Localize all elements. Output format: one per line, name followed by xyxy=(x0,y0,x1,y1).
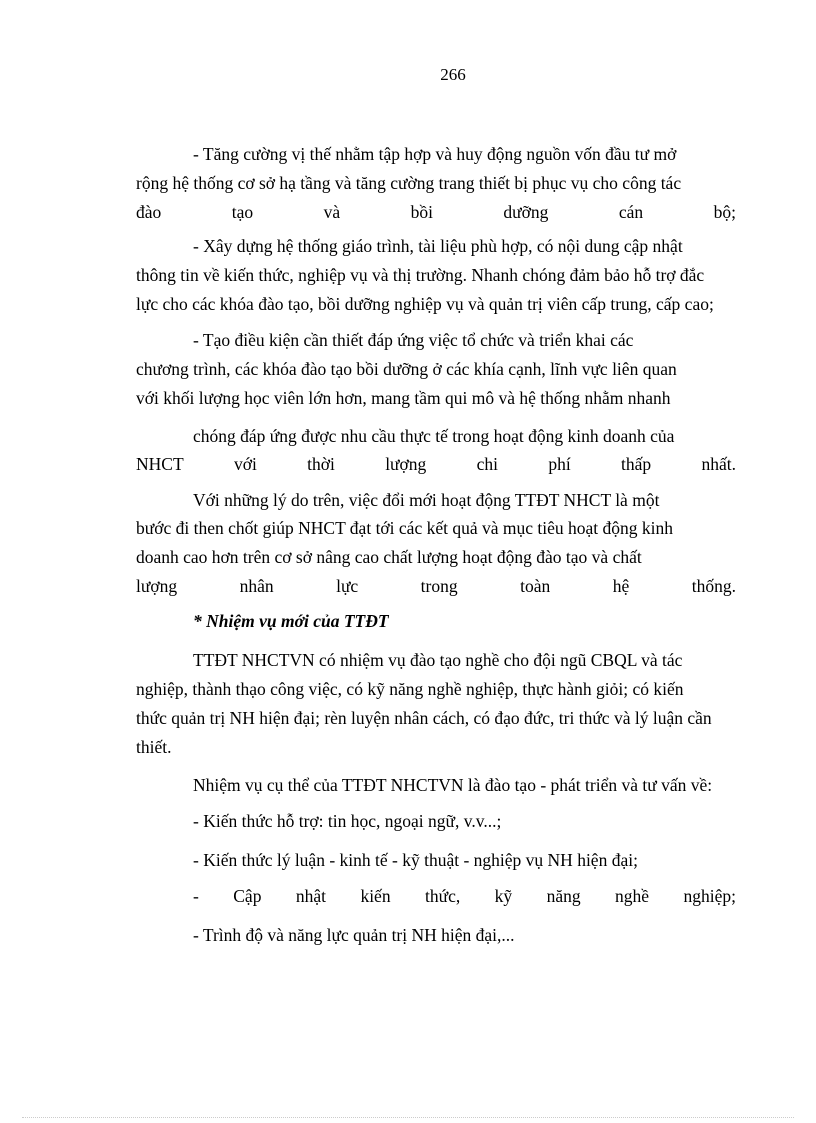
body-line: bước đi then chốt giúp NHCT đạt tới các kết quả và mục tiêu hoạt động kinh xyxy=(136,518,673,538)
body-line: thông tin về kiến thức, nghiệp vụ và thị trường. Nhanh chóng đảm bảo hỗ trợ đắc xyxy=(136,265,705,285)
page-bottom-rule xyxy=(22,1117,794,1118)
word: kiến xyxy=(360,886,391,906)
section-heading: * Nhiệm vụ mới của TTĐT xyxy=(193,611,389,631)
word: thấp xyxy=(621,454,652,474)
body-line: với khối lượng học viên lớn hơn, mang tầm qui mô và hệ thống nhằm nhanh xyxy=(136,388,671,408)
body-line: Nhiệm vụ cụ thể của TTĐT NHCTVN là đào tạo - phát triển và tư vấn về: xyxy=(193,775,713,795)
body-line: - Tăng cường vị thế nhằm tập hợp và huy động nguồn vốn đầu tư mở xyxy=(193,144,677,164)
body-line: - Kiến thức hỗ trợ: tin học, ngoại ngữ, v.v...; xyxy=(193,811,502,831)
justified-line xyxy=(136,204,736,222)
word: thống. xyxy=(691,576,736,596)
word: thời xyxy=(307,454,335,474)
word: bộ; xyxy=(713,202,736,222)
word: NHCT xyxy=(136,454,184,474)
body-line: thiết. xyxy=(136,737,172,757)
body-line: - Xây dựng hệ thống giáo trình, tài liệu phù hợp, có nội dung cập nhật xyxy=(193,236,683,256)
word: và xyxy=(323,202,341,222)
word: nghề xyxy=(615,886,650,906)
justified-line xyxy=(136,578,736,596)
body-line: thức quản trị NH hiện đại; rèn luyện nhân cách, có đạo đức, tri thức và lý luận cần xyxy=(136,708,712,728)
justified-line xyxy=(193,888,736,906)
body-line: doanh cao hơn trên cơ sở nâng cao chất lượng hoạt động đào tạo và chất xyxy=(136,547,642,567)
word: nhật xyxy=(295,886,327,906)
word: dưỡng xyxy=(503,202,549,222)
word: trong xyxy=(420,576,458,596)
word: tạo xyxy=(231,202,254,222)
word: nhất. xyxy=(701,454,736,474)
body-line: Với những lý do trên, việc đổi mới hoạt động TTĐT NHCT là một xyxy=(193,490,660,510)
body-line: TTĐT NHCTVN có nhiệm vụ đào tạo nghề cho đội ngũ CBQL và tác xyxy=(193,650,683,670)
word: - xyxy=(193,886,199,906)
body-line: lực cho các khóa đào tạo, bồi dưỡng nghiệp vụ và quản trị viên cấp trung, cấp cao; xyxy=(136,294,714,314)
body-line: chương trình, các khóa đào tạo bồi dưỡng ở các khía cạnh, lĩnh vực liên quan xyxy=(136,359,677,379)
word: với xyxy=(233,454,257,474)
body-line: rộng hệ thống cơ sở hạ tầng và tăng cường trang thiết bị phục vụ cho công tác xyxy=(136,173,682,193)
justified-line xyxy=(136,456,736,474)
word: phí xyxy=(548,454,571,474)
word: năng xyxy=(546,886,581,906)
word: thức, xyxy=(425,886,461,906)
word: Cập xyxy=(233,886,262,906)
body-line: - Tạo điều kiện cần thiết đáp ứng việc tổ chức và triển khai các xyxy=(193,330,634,350)
word: nhân xyxy=(239,576,274,596)
word: hệ xyxy=(612,576,630,596)
word: lượng xyxy=(136,576,178,596)
word: kỹ xyxy=(494,886,513,906)
word: lượng xyxy=(385,454,427,474)
word: bồi xyxy=(410,202,433,222)
word: chi xyxy=(476,454,498,474)
page-number: 266 xyxy=(440,65,466,84)
body-line: chóng đáp ứng được nhu cầu thực tế trong hoạt động kinh doanh của xyxy=(193,426,675,446)
body-line: - Trình độ và năng lực quản trị NH hiện đại,... xyxy=(193,925,515,945)
word: lực xyxy=(336,576,359,596)
word: nghiệp; xyxy=(683,886,736,906)
word: đào xyxy=(136,202,162,222)
word: toàn xyxy=(520,576,551,596)
body-line: - Kiến thức lý luận - kinh tế - kỹ thuật - nghiệp vụ NH hiện đại; xyxy=(193,850,638,870)
body-line: nghiệp, thành thạo công việc, có kỹ năng nghề nghiệp, thực hành giỏi; có kiến xyxy=(136,679,684,699)
word: cán xyxy=(618,202,644,222)
